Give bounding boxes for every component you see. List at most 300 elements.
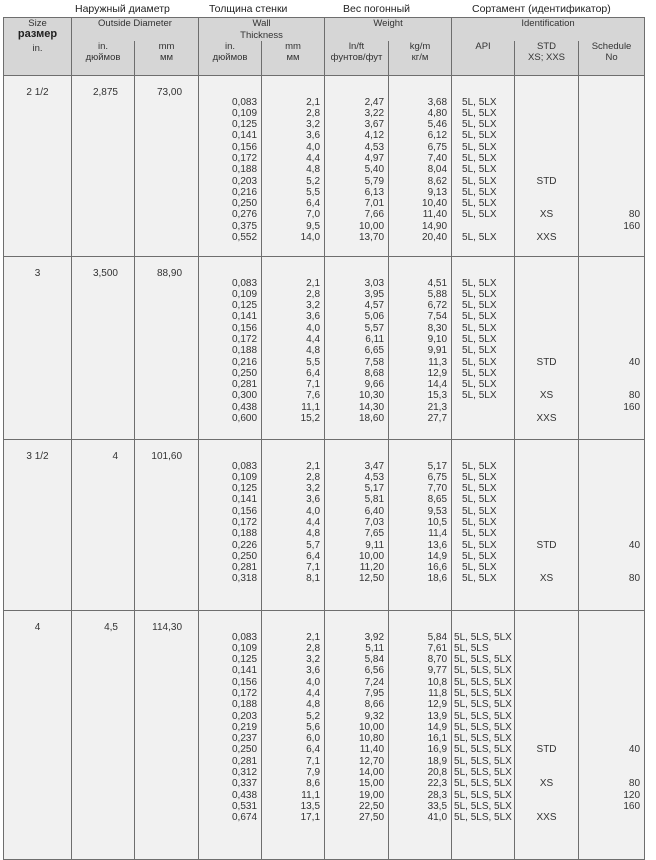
schedule-number-value: 80 xyxy=(628,778,641,790)
wall-thickness-mm-cell xyxy=(262,75,325,256)
weight-kgm-value: 10,8 xyxy=(427,676,448,688)
wall-thickness-in-value: 0,109 xyxy=(231,288,258,300)
schedule-number-value xyxy=(579,164,644,175)
weight-lbft-value: 4,57 xyxy=(364,300,385,312)
schedule-number-value xyxy=(579,722,644,733)
std-class-value xyxy=(515,130,578,141)
std-class-value xyxy=(515,221,578,232)
wall-thickness-mm-value: 11,1 xyxy=(301,789,321,801)
weight-lbft-value: 5,84 xyxy=(364,654,385,666)
std-class-value xyxy=(515,665,578,676)
wall-thickness-in-cell xyxy=(199,256,262,439)
weight-kgm-value: 11,4 xyxy=(428,528,448,540)
weight-kgm-value: 5,88 xyxy=(427,288,448,300)
schedule-number-value: 40 xyxy=(628,744,641,756)
weight-lbft-value: 5,81 xyxy=(364,494,385,506)
std-class-value xyxy=(515,164,578,175)
weight-kgm-value: 11,3 xyxy=(428,356,448,368)
weight-lbft-value: 19,00 xyxy=(359,789,385,801)
api-header xyxy=(452,41,515,75)
schedule-number-value xyxy=(579,119,644,130)
api-grade-value: 5L, 5LX xyxy=(462,152,497,164)
weight-lbft-value: 3,03 xyxy=(364,277,385,289)
wall-thickness-in-value: 0,156 xyxy=(231,141,258,153)
od-mm-header xyxy=(135,41,199,75)
wall-thickness-in-value: 0,226 xyxy=(231,539,258,551)
wall-thickness-mm-value: 4,8 xyxy=(306,699,321,711)
wall-thickness-in-value: 0,312 xyxy=(231,767,258,779)
std-class-value xyxy=(515,483,578,494)
table-row xyxy=(4,75,645,256)
schedule-label: Schedule xyxy=(591,41,632,52)
std-class-value xyxy=(515,345,578,356)
api-grade-value: 5L, 5LX xyxy=(462,573,497,585)
wall-thickness-mm-value: 4,8 xyxy=(306,528,321,540)
weight-lbft-value: 3,67 xyxy=(364,119,385,131)
weight-lbft-value: 4,53 xyxy=(364,141,385,153)
weight-lbft-cell xyxy=(325,610,389,859)
schedule-number-value xyxy=(579,323,644,334)
weight-kgm-value: 41,0 xyxy=(427,812,448,824)
wall-thickness-in-value: 0,172 xyxy=(231,516,258,528)
api-grade-value: 5L, 5LX xyxy=(462,96,497,108)
std-class-value xyxy=(515,289,578,300)
wall-thickness-mm-value: 7,0 xyxy=(306,209,321,221)
wall-thickness-in-value: 0,083 xyxy=(231,631,258,643)
weight-kgm-value: 18,9 xyxy=(427,755,448,767)
wall-thickness-in-value: 0,281 xyxy=(231,755,258,767)
wall-thickness-in-value: 0,109 xyxy=(231,642,258,654)
weight-lbft-value: 6,11 xyxy=(365,333,385,345)
wall-thickness-in-value: 0,141 xyxy=(231,665,258,677)
std-sub-label: XS; XXS xyxy=(528,52,566,64)
od-mm-cell: 73,00 xyxy=(135,75,199,256)
wall-thickness-in-value: 0,141 xyxy=(231,311,258,323)
api-grade-value: 5L, 5LS, 5LX xyxy=(454,631,512,643)
api-grade-value: 5L, 5LX xyxy=(462,119,497,131)
weight-kgm-value: 14,9 xyxy=(427,721,448,733)
schedule-number-value: 40 xyxy=(628,356,641,368)
wall-thickness-in-value: 0,438 xyxy=(231,789,258,801)
api-grade-value: 5L, 5LS, 5LX xyxy=(454,687,512,699)
weight-lbft-value: 5,79 xyxy=(364,175,385,187)
wall-thickness-mm-value: 2,1 xyxy=(306,277,321,289)
api-grade-value: 5L, 5LX xyxy=(462,390,497,402)
weight-lbft-value: 10,00 xyxy=(359,550,385,562)
od-mm-cell: 114,30 xyxy=(135,610,199,859)
schedule-number-value xyxy=(579,278,644,289)
weight-lbft-value: 5,11 xyxy=(365,642,385,654)
schedule-header xyxy=(579,41,645,75)
api-grade-value: 5L, 5LX xyxy=(462,141,497,153)
weight-kgm-value: 4,80 xyxy=(427,107,448,119)
weight-kgm-value: 7,54 xyxy=(427,311,448,323)
wall-thickness-mm-value: 5,2 xyxy=(306,175,321,187)
weight-kgm-value: 20,8 xyxy=(427,767,448,779)
weight-lbft-value: 6,56 xyxy=(364,665,385,677)
od-in-cell: 4 xyxy=(72,439,135,610)
weight-kgm-cell xyxy=(389,256,452,439)
std-label: STD xyxy=(537,41,557,52)
weight-lbft-value: 3,22 xyxy=(364,107,385,119)
weight-kgm-value: 10,5 xyxy=(427,516,448,528)
weight-lbft-value: 14,30 xyxy=(359,401,385,413)
schedule-number-value xyxy=(579,176,644,187)
wall-thickness-mm-value: 3,2 xyxy=(306,119,321,131)
wall-thickness-mm-value: 6,4 xyxy=(306,198,321,210)
weight-kgm-value: 18,6 xyxy=(427,573,448,585)
wall-thickness-mm-value: 4,0 xyxy=(306,141,321,153)
std-class-value xyxy=(515,632,578,643)
wall-thickness-mm-value: 7,1 xyxy=(306,379,321,391)
wall-thickness-in-value: 0,156 xyxy=(231,676,258,688)
weight-kgm-value: 8,30 xyxy=(427,322,448,334)
schedule-number-value xyxy=(579,711,644,722)
weight-kgm-value: 4,51 xyxy=(427,277,448,289)
wall-thickness-mm-cell xyxy=(262,439,325,610)
wall-thickness-mm-cell xyxy=(262,256,325,439)
wall-thickness-mm-value: 4,0 xyxy=(306,322,321,334)
std-class-value xyxy=(515,756,578,767)
wall-thickness-in-value: 0,172 xyxy=(231,687,258,699)
weight-kgm-value: 9,10 xyxy=(427,333,448,345)
wall-thickness-mm-value: 4,4 xyxy=(306,152,321,164)
std-class-value xyxy=(515,711,578,722)
size-header-en: Size xyxy=(28,18,47,29)
weight-kgm-value: 16,1 xyxy=(427,733,448,745)
std-class-cell xyxy=(515,439,579,610)
api-grade-value: 5L, 5LX xyxy=(462,130,497,142)
wall-thickness-mm-value: 2,8 xyxy=(306,107,321,119)
api-grade-value: 5L, 5LX xyxy=(462,333,497,345)
weight-lbft-value: 5,40 xyxy=(364,164,385,176)
schedule-number-value xyxy=(579,767,644,778)
weight-lbft-value: 11,40 xyxy=(359,744,385,756)
weight-lbft-value: 2,47 xyxy=(364,96,385,108)
api-grade-value: 5L, 5LX xyxy=(462,505,497,517)
weight-lbft-value: 7,01 xyxy=(364,198,385,210)
wall-thickness-mm-value: 17,1 xyxy=(300,812,321,824)
wall-thickness-mm-value: 3,6 xyxy=(306,494,321,506)
schedule-number-value xyxy=(579,130,644,141)
wall-thickness-in-value: 0,438 xyxy=(231,401,258,413)
wall-thickness-mm-value: 14,0 xyxy=(300,232,321,244)
std-class-cell xyxy=(515,256,579,439)
outside-diameter-ru-label: Наружный диаметр xyxy=(75,3,170,15)
schedule-number-value xyxy=(579,232,644,243)
od-mm-cell: 101,60 xyxy=(135,439,199,610)
api-grade-value: 5L, 5LX xyxy=(462,562,497,574)
weight-kgm-value: 6,12 xyxy=(427,130,448,142)
wall-thickness-mm-value: 7,6 xyxy=(306,390,321,402)
api-grade-value: 5L, 5LX xyxy=(462,494,497,506)
size-header-unit: in. xyxy=(32,43,43,54)
schedule-number-value xyxy=(579,812,644,823)
wall-thickness-mm-value: 3,2 xyxy=(306,483,321,495)
weight-kgm-header xyxy=(389,41,452,75)
std-class-value xyxy=(515,643,578,654)
schedule-number-cell xyxy=(579,256,645,439)
wall-thickness-in-value: 0,188 xyxy=(231,528,258,540)
od-in-ru-label: дюймов xyxy=(85,52,121,64)
schedule-number-value xyxy=(579,311,644,322)
std-class-value xyxy=(515,517,578,528)
wall-thickness-in-value: 0,250 xyxy=(231,198,258,210)
wall-thickness-in-cell xyxy=(199,610,262,859)
std-class-cell xyxy=(515,75,579,256)
wall-thickness-in-value: 0,337 xyxy=(231,778,258,790)
std-class-value xyxy=(515,323,578,334)
table-row xyxy=(4,610,645,859)
weight-lbft-value: 12,70 xyxy=(359,755,385,767)
wall-thickness-mm-value: 3,6 xyxy=(306,311,321,323)
weight-kgm-value: 9,53 xyxy=(427,505,448,517)
api-grade-value: 5L, 5LS, 5LX xyxy=(454,665,512,677)
weight-kgm-value: 5,17 xyxy=(427,460,448,472)
schedule-number-value: 80 xyxy=(628,573,641,585)
schedule-number-value xyxy=(579,108,644,119)
od-in-cell: 3,500 xyxy=(72,256,135,439)
std-class-value xyxy=(515,198,578,209)
std-class-cell xyxy=(515,610,579,859)
api-grade-value: 5L, 5LX xyxy=(462,367,497,379)
wall-thickness-in-value: 0,250 xyxy=(231,367,258,379)
api-grade-value: 5L, 5LS, 5LX xyxy=(454,767,512,779)
wall-thickness-in-value: 0,172 xyxy=(231,333,258,345)
weight-kgm-value: 8,62 xyxy=(427,175,448,187)
weight-lbft-value: 6,13 xyxy=(364,186,385,198)
weight-lbft-value: 3,47 xyxy=(364,460,385,472)
wall-thickness-in-value: 0,250 xyxy=(231,744,258,756)
od-mm-ru-label: мм xyxy=(159,52,174,64)
weight-lbft-value: 11,20 xyxy=(359,562,385,574)
weight-kgm-value: 9,13 xyxy=(427,186,448,198)
api-grade-cell xyxy=(452,439,515,610)
schedule-number-value xyxy=(579,483,644,494)
weight-ru-label: Вес погонный xyxy=(343,3,410,15)
wall-thickness-mm-value: 6,4 xyxy=(306,550,321,562)
std-class-value xyxy=(515,506,578,517)
wall-thickness-mm-value: 4,8 xyxy=(306,345,321,357)
weight-kgm-value: 28,3 xyxy=(427,789,448,801)
weight-lbft-value: 5,57 xyxy=(364,322,385,334)
wall-thickness-in-value: 0,281 xyxy=(231,562,258,574)
wall-thickness-mm-value: 4,4 xyxy=(306,516,321,528)
schedule-number-value xyxy=(579,187,644,198)
api-grade-value: 5L, 5LS xyxy=(454,642,489,654)
weight-lbft-value: 7,95 xyxy=(364,687,385,699)
wall-thickness-in-value: 0,188 xyxy=(231,345,258,357)
weight-lbft-value: 8,68 xyxy=(364,367,385,379)
wall-thickness-in-value: 0,276 xyxy=(231,209,258,221)
api-grade-value: 5L, 5LS, 5LX xyxy=(454,699,512,711)
weight-kgm-value: 6,75 xyxy=(427,141,448,153)
weight-lbft-value: 6,40 xyxy=(364,505,385,517)
wall-thickness-in-value: 0,125 xyxy=(231,300,258,312)
api-grade-value: 5L, 5LX xyxy=(462,300,497,312)
std-class-value xyxy=(515,461,578,472)
schedule-number-cell xyxy=(579,610,645,859)
std-header xyxy=(515,41,579,75)
wall-thickness-mm-value: 8,1 xyxy=(306,573,321,585)
api-grade-value: 5L, 5LX xyxy=(462,186,497,198)
wall-thickness-in-value: 0,318 xyxy=(231,573,258,585)
weight-kgm-value: 13,6 xyxy=(427,539,448,551)
wall-thickness-mm-value: 2,8 xyxy=(306,471,321,483)
api-grade-value: 5L, 5LX xyxy=(462,107,497,119)
weight-lbft-value: 9,32 xyxy=(364,710,385,722)
weight-kgm-value: 8,70 xyxy=(427,654,448,666)
wall-thickness-in-value: 0,109 xyxy=(231,107,258,119)
weight-lbft-value: 15,00 xyxy=(359,778,385,790)
weight-kgm-value: 27,7 xyxy=(427,413,448,425)
std-class-value xyxy=(515,119,578,130)
wall-thickness-mm-value: 2,8 xyxy=(306,288,321,300)
weight-kgm-value: 5,84 xyxy=(427,631,448,643)
api-grade-value: 5L, 5LS, 5LX xyxy=(454,755,512,767)
wall-thickness-in-value: 0,600 xyxy=(231,413,258,425)
weight-kgm-cell xyxy=(389,610,452,859)
weight-kgm-value: 13,9 xyxy=(427,710,448,722)
weight-lbft-label: ln/ft xyxy=(348,41,365,52)
schedule-number-value xyxy=(579,368,644,379)
schedule-number-value xyxy=(579,334,644,345)
wall-thickness-mm-value: 6,0 xyxy=(306,733,321,745)
std-class-value xyxy=(515,300,578,311)
weight-lbft-value: 10,30 xyxy=(359,390,385,402)
od-in-header xyxy=(72,41,135,75)
table-header xyxy=(4,18,645,76)
std-class-value xyxy=(515,677,578,688)
wall-thickness-in-value: 0,237 xyxy=(231,733,258,745)
std-class-value xyxy=(515,654,578,665)
std-class-value xyxy=(515,472,578,483)
wall-thickness-mm-value: 5,2 xyxy=(306,710,321,722)
wall-thickness-mm-value: 3,2 xyxy=(306,300,321,312)
weight-lbft-value: 5,17 xyxy=(364,483,385,495)
api-grade-value: 5L, 5LX xyxy=(462,550,497,562)
wall-thickness-in-value: 0,552 xyxy=(231,232,258,244)
size-cell: 4 xyxy=(4,610,72,859)
schedule-number-value xyxy=(579,643,644,654)
weight-lbft-value: 7,58 xyxy=(364,356,385,368)
table-row xyxy=(4,439,645,610)
schedule-number-value xyxy=(579,688,644,699)
wall-thickness-in-value: 0,083 xyxy=(231,96,258,108)
api-grade-value: 5L, 5LX xyxy=(462,322,497,334)
schedule-number-value xyxy=(579,528,644,539)
schedule-number-value xyxy=(579,733,644,744)
api-grade-value: 5L, 5LS, 5LX xyxy=(454,744,512,756)
weight-kgm-value: 12,9 xyxy=(427,367,448,379)
wall-thickness-mm-value: 5,5 xyxy=(306,356,321,368)
schedule-number-value xyxy=(579,665,644,676)
wall-thickness-mm-value: 5,5 xyxy=(306,186,321,198)
api-grade-value: 5L, 5LS, 5LX xyxy=(454,812,512,824)
std-class-value: STD xyxy=(536,175,557,187)
api-grade-value xyxy=(452,221,514,232)
std-class-value: XS xyxy=(539,778,554,790)
wall-thickness-in-value: 0,156 xyxy=(231,322,258,334)
weight-kgm-ru-label: кг/м xyxy=(411,52,429,64)
wall-thickness-in-value: 0,300 xyxy=(231,390,258,402)
weight-lbft-value: 10,00 xyxy=(359,721,385,733)
wall-thickness-in-value: 0,674 xyxy=(231,812,258,824)
std-class-value xyxy=(515,334,578,345)
std-class-value: XS xyxy=(539,390,554,402)
schedule-number-value: 80 xyxy=(628,390,641,402)
weight-lbft-cell xyxy=(325,439,389,610)
schedule-number-value xyxy=(579,654,644,665)
weight-lbft-value: 4,53 xyxy=(364,471,385,483)
wall-thickness-in-value: 0,188 xyxy=(231,699,258,711)
wall-thickness-in-value: 0,125 xyxy=(231,483,258,495)
wall-thickness-mm-value: 4,8 xyxy=(306,164,321,176)
weight-lbft-value: 3,92 xyxy=(364,631,385,643)
std-class-value: STD xyxy=(536,539,557,551)
weight-lbft-cell xyxy=(325,75,389,256)
std-class-value xyxy=(515,699,578,710)
schedule-number-value xyxy=(579,677,644,688)
schedule-number-value xyxy=(579,472,644,483)
schedule-number-value xyxy=(579,413,644,424)
wall-thickness-in-cell xyxy=(199,439,262,610)
api-grade-value: 5L, 5LS, 5LX xyxy=(454,789,512,801)
weight-kgm-value: 14,9 xyxy=(427,550,448,562)
wall-thickness-in-value: 0,109 xyxy=(231,471,258,483)
weight-kgm-value: 14,4 xyxy=(427,379,448,391)
size-cell: 3 xyxy=(4,256,72,439)
api-grade-value: 5L, 5LX xyxy=(462,460,497,472)
std-class-value: STD xyxy=(536,744,557,756)
schedule-number-value: 160 xyxy=(623,800,641,812)
wall-thickness-mm-value: 4,4 xyxy=(306,333,321,345)
std-class-value: XS xyxy=(539,573,554,585)
std-class-value: XXS xyxy=(536,232,557,244)
wt-mm-ru-label: мм xyxy=(286,52,300,64)
weight-lbft-value: 7,24 xyxy=(364,676,385,688)
weight-kgm-value: 21,3 xyxy=(427,401,448,413)
api-grade-value: 5L, 5LS, 5LX xyxy=(454,800,512,812)
wall-thickness-mm-value: 3,2 xyxy=(306,654,321,666)
schedule-number-cell xyxy=(579,439,645,610)
api-grade-value: 5L, 5LX xyxy=(462,471,497,483)
wall-thickness-header: Wall Thickness xyxy=(199,18,325,42)
wall-thickness-in-value: 0,531 xyxy=(231,800,258,812)
outside-diameter-header: Outside Diameter xyxy=(72,18,199,42)
wall-thickness-in-value: 0,125 xyxy=(231,654,258,666)
schedule-number-value xyxy=(579,551,644,562)
weight-kgm-value: 7,40 xyxy=(427,152,448,164)
weight-lbft-value: 3,95 xyxy=(364,288,385,300)
weight-kgm-value: 7,61 xyxy=(427,642,448,654)
weight-lbft-value: 10,80 xyxy=(359,733,385,745)
table-row xyxy=(4,256,645,439)
std-class-value xyxy=(515,790,578,801)
api-grade-value xyxy=(452,402,514,413)
weight-kgm-value: 6,72 xyxy=(427,300,448,312)
std-class-value xyxy=(515,379,578,390)
api-grade-value: 5L, 5LS, 5LX xyxy=(454,710,512,722)
api-grade-value: 5L, 5LX xyxy=(462,288,497,300)
api-grade-value xyxy=(452,413,514,424)
schedule-number-value xyxy=(579,289,644,300)
weight-lbft-value: 9,11 xyxy=(365,539,385,551)
wall-thickness-ru-label: Толщина стенки xyxy=(209,3,288,15)
weight-kgm-cell xyxy=(389,75,452,256)
api-grade-value: 5L, 5LX xyxy=(462,175,497,187)
weight-lbft-ru-label: фунтов/фут xyxy=(330,52,383,64)
